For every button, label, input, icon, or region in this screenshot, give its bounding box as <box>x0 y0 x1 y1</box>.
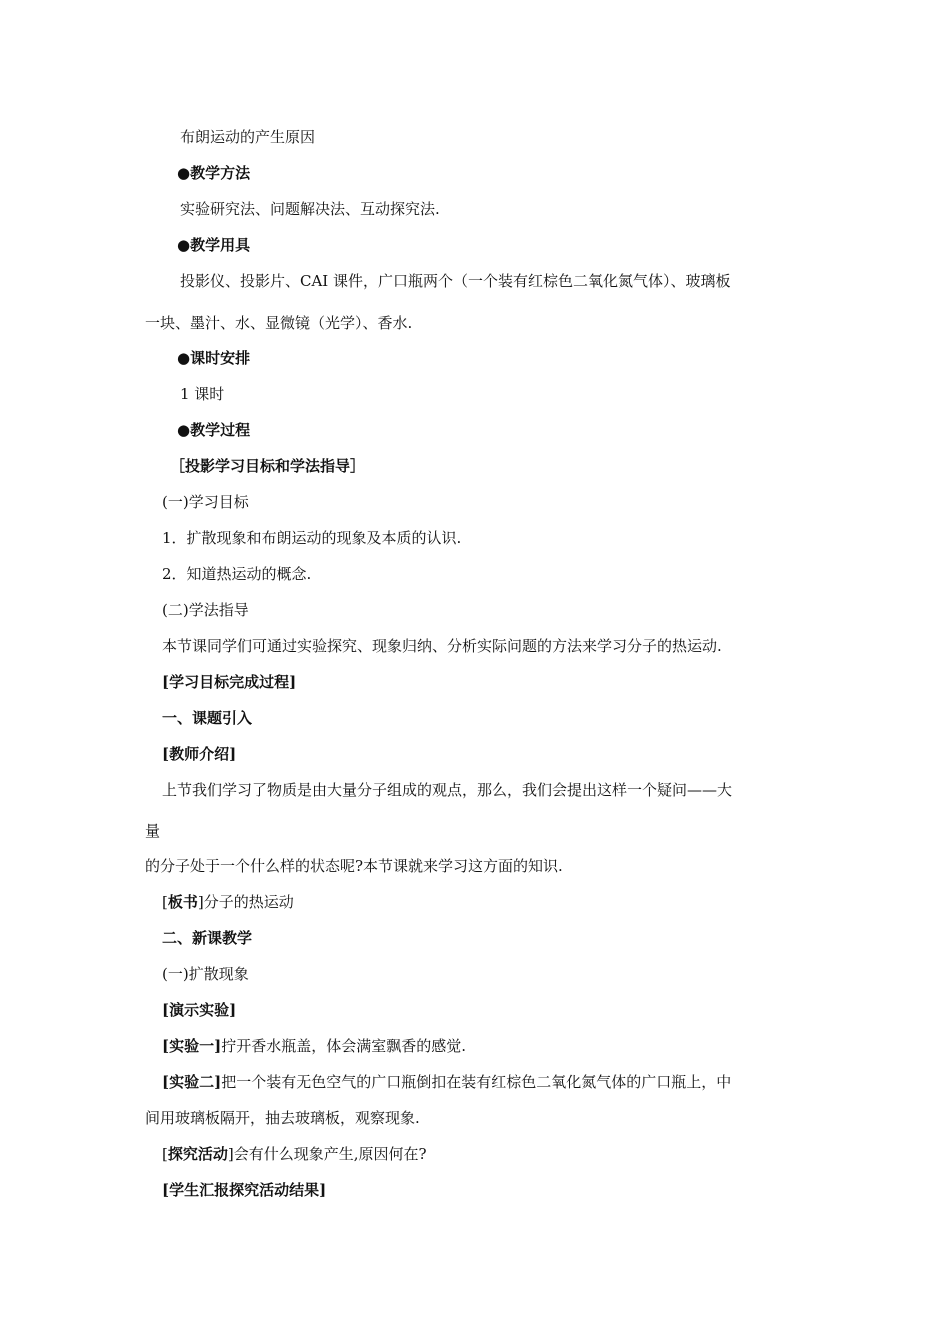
text-line: 1 课时 <box>180 385 225 403</box>
explore-text: 会有什么现象产生,原因何在? <box>233 1145 427 1163</box>
experiment-two-text: 把一个装有无色空气的广口瓶倒扣在装有红棕色二氧化氮气体的广口瓶上，中 <box>221 1073 732 1091</box>
experiment-one-line <box>162 1036 466 1056</box>
section-heading-tools: ●教学用具 <box>177 236 251 254</box>
text-line: 量 <box>145 822 161 840</box>
text-line: 投影仪、投影片、CAI 课件，广口瓶两个（一个装有红棕色二氧化氮气体）、玻璃板 <box>180 272 731 290</box>
bracket-heading-teacher: [教师介绍] <box>162 745 237 763</box>
experiment-two-label: [实验二] <box>162 1073 222 1091</box>
section-heading-new: 二、新课教学 <box>162 929 253 947</box>
section-heading-process: ●教学过程 <box>177 421 251 439</box>
section-heading-method: ●教学方法 <box>177 164 251 182</box>
bracket-heading-projection: ［投影学习目标和学法指导］ <box>170 457 366 475</box>
text-line: 布朗运动的产生原因 <box>180 128 316 146</box>
text-line: 的分子处于一个什么样的状态呢?本节课就来学习这方面的知识. <box>145 857 563 875</box>
section-heading-time: ●课时安排 <box>177 349 251 367</box>
text-line: 实验研究法、问题解决法、互动探究法. <box>180 200 440 218</box>
text-line: 间用玻璃板隔开，抽去玻璃板，观察现象. <box>145 1109 420 1127</box>
board-text: 分子的热运动 <box>203 893 294 911</box>
text-line: (一)学习目标 <box>162 493 249 511</box>
board-label: 板书 <box>167 893 198 911</box>
experiment-two-line <box>162 1072 731 1092</box>
board-line: [板书]分子的热运动 <box>162 893 294 911</box>
section-heading-intro: 一、课题引入 <box>162 709 253 727</box>
text-line: 上节我们学习了物质是由大量分子组成的观点，那么，我们会提出这样一个疑问——大 <box>162 781 733 799</box>
bracket-heading-complete: [学习目标完成过程] <box>162 673 297 691</box>
text-line: (二)学法指导 <box>162 601 249 619</box>
bracket-heading-demo: [演示实验] <box>162 1001 237 1019</box>
bracket-heading-report: [学生汇报探究活动结果] <box>162 1181 327 1199</box>
explore-line: [探究活动]会有什么现象产生,原因何在? <box>162 1145 427 1163</box>
text-line: 1．扩散现象和布朗运动的现象及本质的认识. <box>162 529 462 547</box>
text-line: 本节课同学们可通过实验探究、现象归纳、分析实际问题的方法来学习分子的热运动. <box>162 637 722 655</box>
text-line: 2．知道热运动的概念. <box>162 565 312 583</box>
text-line: (一)扩散现象 <box>162 965 249 983</box>
experiment-one-label: [实验一] <box>162 1037 222 1055</box>
text-line: 一块、墨汁、水、显微镜（光学）、香水. <box>145 314 413 332</box>
explore-label: 探究活动 <box>167 1145 228 1163</box>
experiment-one-text: 拧开香水瓶盖，体会满室飘香的感觉. <box>221 1037 466 1055</box>
